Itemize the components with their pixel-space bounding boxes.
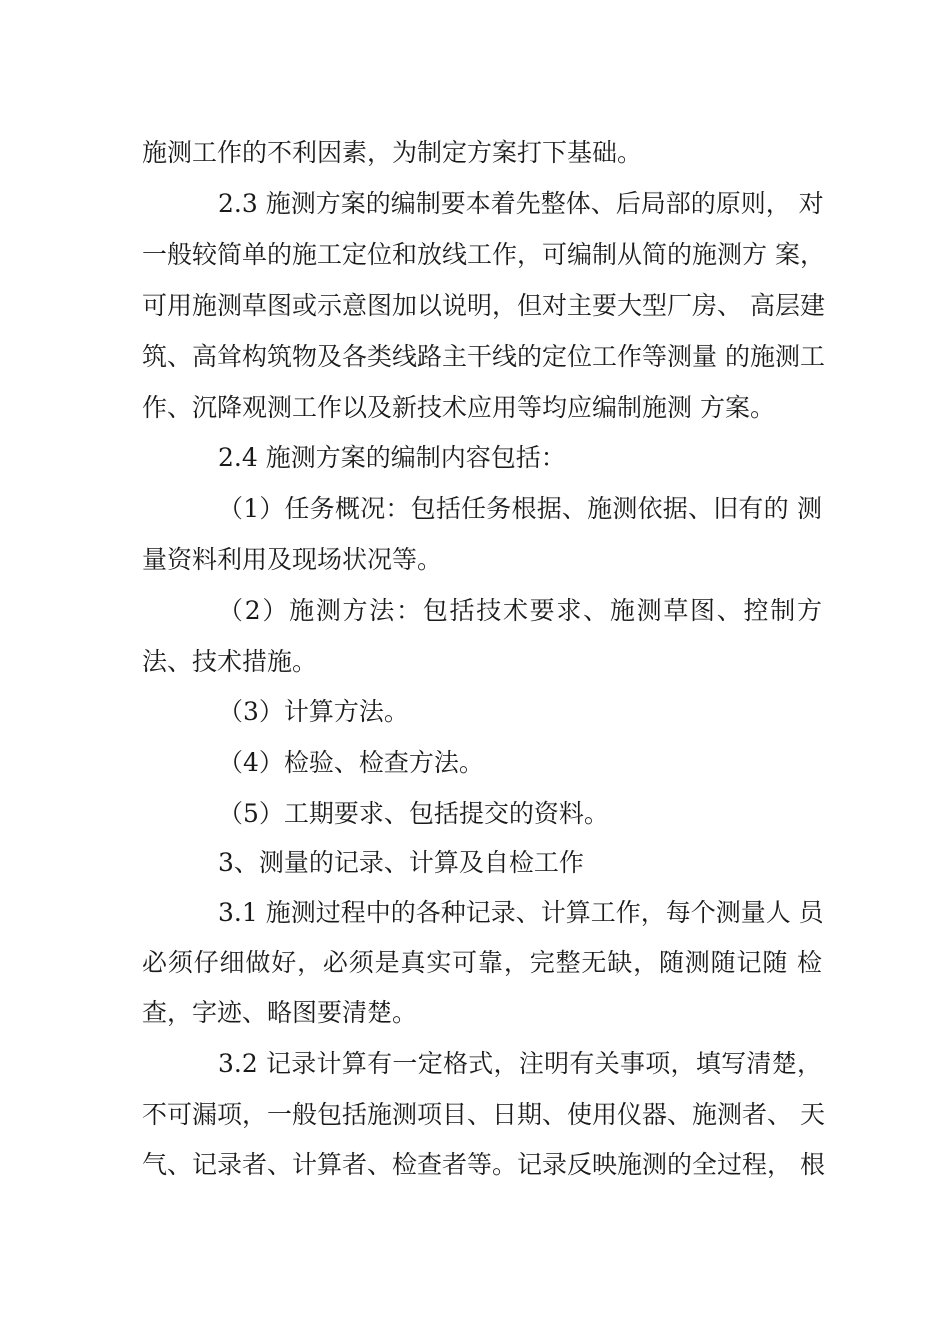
- text-line: 施测工作的不利因素，为制定方案打下基础。: [142, 138, 643, 167]
- text-line: 2.3 施测方案的编制要本着先整体、后局部的原则， 对: [218, 189, 824, 218]
- text-line: （2）施测方法：包括技术要求、施测草图、控制方: [218, 596, 822, 625]
- text-line: 3.1 施测过程中的各种记录、计算工作，每个测量人 员: [218, 898, 824, 927]
- text-line: 可用施测草图或示意图加以说明，但对主要大型厂房、 高层建: [142, 291, 825, 320]
- text-line: 气、记录者、计算者、检查者等。记录反映施测的全过程， 根: [142, 1150, 825, 1179]
- text-line: （4）检验、检查方法。: [218, 748, 484, 777]
- text-line: （1）任务概况：包括任务根据、施测依据、旧有的 测: [218, 494, 822, 523]
- text-line: 不可漏项，一般包括施测项目、日期、使用仪器、施测者、 天: [142, 1100, 825, 1129]
- text-line: 量资料利用及现场状况等。: [142, 545, 443, 574]
- text-line: 作、沉降观测工作以及新技术应用等均应编制施测 方案。: [142, 393, 775, 422]
- text-line: （5）工期要求、包括提交的资料。: [218, 799, 609, 828]
- text-line: 查，字迹、略图要清楚。: [142, 998, 418, 1027]
- text-line: 必须仔细做好，必须是真实可靠，完整无缺，随测随记随 检: [142, 948, 822, 977]
- section-heading: 3、测量的记录、计算及自检工作: [218, 848, 584, 877]
- text-line: （3）计算方法。: [218, 697, 409, 726]
- text-line: 法、技术措施。: [142, 647, 318, 676]
- text-line: 筑、高耸构筑物及各类线路主干线的定位工作等测量 的施测工: [142, 342, 825, 371]
- text-line: 2.4 施测方案的编制内容包括：: [218, 443, 566, 472]
- text-line: 一般较简单的施工定位和放线工作，可编制从简的施测方 案，: [142, 240, 825, 269]
- text-line: 3.2 记录计算有一定格式，注明有关事项，填写清楚，: [218, 1049, 822, 1078]
